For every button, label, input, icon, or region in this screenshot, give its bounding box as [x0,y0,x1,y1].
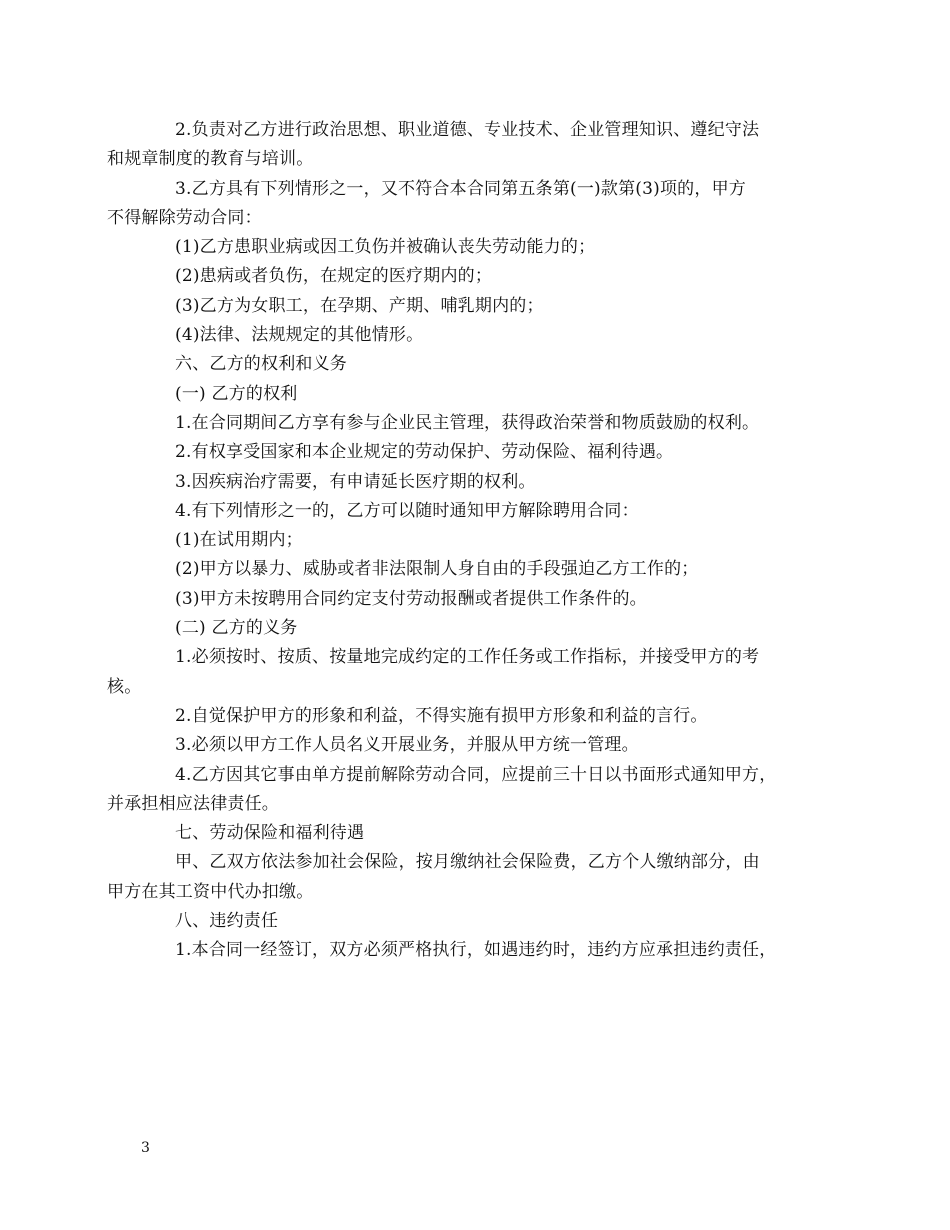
paragraph-line: 并承担相应法律责任。 [107,793,279,814]
paragraph [141,555,817,584]
paragraph-line: 甲、乙双方依法参加社会保险，按月缴纳社会保险费，乙方个人缴纳部分，由 [175,852,760,873]
paragraph-line: 4.乙方因其它事由单方提前解除劳动合同，应提前三十日以书面形式通知甲方， [175,764,777,785]
page-number: 3 [141,1140,150,1156]
paragraph [107,643,817,702]
paragraph-line: 不得解除劳动合同： [107,207,262,228]
paragraph [141,380,817,409]
paragraph-line: 八、违约责任 [175,911,279,932]
paragraph-line: 3.必须以甲方工作人员名义开展业务，并服从甲方统一管理。 [175,735,639,756]
paragraph-line: 核。 [107,676,142,697]
paragraph-line: 2.负责对乙方进行政治思想、职业道德、专业技术、企业管理知识、遵纪守法 [175,120,760,140]
paragraph [141,233,817,262]
paragraph-line: (3)甲方未按聘用合同约定支付劳动报酬或者提供工作条件的。 [175,588,647,609]
paragraph-line: 2.有权享受国家和本企业规定的劳动保护、劳动保险、福利待遇。 [175,442,674,463]
paragraph [141,262,817,291]
paragraph-line: 1.本合同一经签订，双方必须严格执行，如遇违约时，违约方应承担违约责任， [175,940,777,961]
paragraph [141,321,817,350]
paragraph-line: (2)患病或者负伤，在规定的医疗期内的； [175,266,493,287]
paragraph-line: 1.在合同期间乙方享有参与企业民主管理，获得政治荣誉和物质鼓励的权利。 [175,412,760,433]
paragraph [107,761,817,820]
paragraph-line: 七、劳动保险和福利待遇 [175,823,365,844]
paragraph-line: 4.有下列情形之一的，乙方可以随时通知甲方解除聘用合同： [175,500,639,521]
paragraph-line: (一) 乙方的权利 [175,383,298,404]
paragraph [107,116,817,175]
paragraph [141,702,817,731]
paragraph [141,438,817,467]
paragraph-line: 2.自觉保护甲方的形象和利益，不得实施有损甲方形象和利益的言行。 [175,705,708,726]
paragraph [141,936,817,965]
paragraph-line: 1.必须按时、按质、按量地完成约定的工作任务或工作指标，并接受甲方的考 [175,647,760,668]
paragraph [141,731,817,760]
paragraph-line: (二) 乙方的义务 [175,618,298,639]
paragraph-line: (1)乙方患职业病或因工负伤并被确认丧失劳动能力的； [175,237,596,258]
paragraph-line: 六、乙方的权利和义务 [175,354,347,375]
paragraph [141,409,817,438]
paragraph [141,350,817,379]
paragraph-line: 和规章制度的教育与培训。 [107,149,314,170]
paragraph [107,175,817,234]
paragraph-line: 3.因疾病治疗需要，有申请延长医疗期的权利。 [175,471,536,492]
paragraph [141,907,817,936]
paragraph-line: (1)在试用期内； [175,530,303,551]
paragraph [141,614,817,643]
paragraph [141,292,817,321]
document-body [107,116,817,966]
paragraph-line: (4)法律、法规规定的其他情形。 [175,325,424,346]
paragraph [141,585,817,614]
paragraph [107,848,817,907]
paragraph-line: (3)乙方为女职工，在孕期、产期、哺乳期内的； [175,295,544,316]
paragraph-line: 3.乙方具有下列情形之一，又不符合本合同第五条第(一)款第(3)项的，甲方 [175,178,746,199]
paragraph [141,819,817,848]
paragraph-line: (2)甲方以暴力、威胁或者非法限制人身自由的手段强迫乙方工作的； [175,559,699,580]
paragraph [141,468,817,497]
paragraph [141,497,817,526]
paragraph-line: 甲方在其工资中代办扣缴。 [107,881,314,902]
paragraph [141,526,817,555]
